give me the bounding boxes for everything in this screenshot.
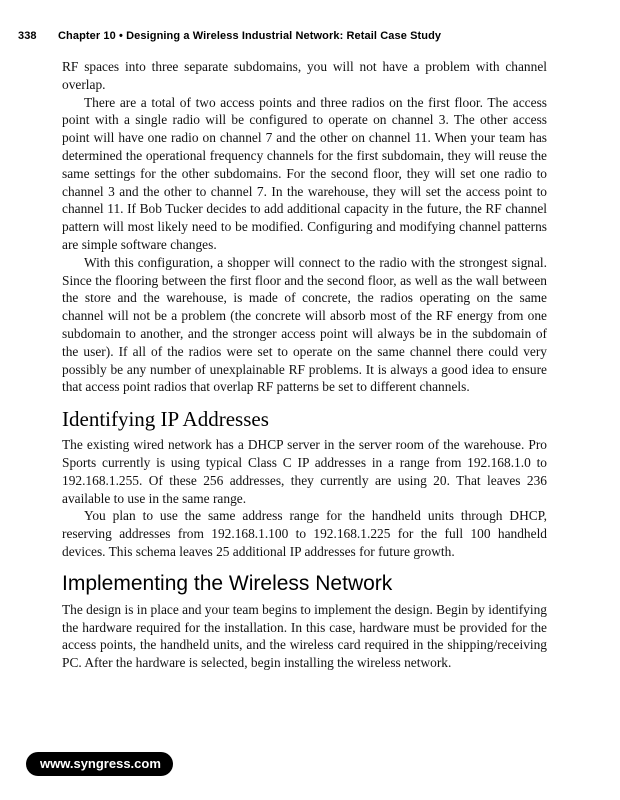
paragraph-address-range: You plan to use the same address range for the handheld units through DHCP, reserving addresses from 192.168.1.100 to 192.168.1.225 for the full 100 handheld devices. This schema leaves 25 additional IP addresses for future growth. [62, 508, 547, 559]
website-badge: www.syngress.com [26, 752, 173, 776]
paragraph-implementation: The design is in place and your team begins to implement the design. Begin by identifying the hardware required for the installation. In this case, hardware must be provided for the access points, the handheld units, and the wireless card required in the shipping/receiving PC. After the hardware is selected, begin installing the wireless network. [62, 601, 547, 671]
running-header [18, 30, 441, 42]
paragraph-continued: RF spaces into three separate subdomains, you will not have a problem with channel overlap. [62, 59, 547, 92]
page-body [62, 58, 547, 672]
page-number: 338 [18, 30, 37, 42]
paragraph-configuration: With this configuration, a shopper will connect to the radio with the strongest signal. Since the flooring between the first floor and the second floor, as well as the wall between the store and the warehouse, is made of concrete, the radios operating on the same channel will not be a problem (the concrete will absorb most of the RF energy from one subdomain to another, and the stronger access point will always be in the subdomain of the user). If all of the radios were set to operate on the same channel there could very possibly be any number of unexplainable RF problems. It is always a good idea to ensure that access point radios that overlap RF patterns be set to different channels. [62, 254, 547, 395]
section-heading-implementing: Implementing the Wireless Network [62, 571, 393, 595]
paragraph-channels: There are a total of two access points and three radios on the first floor. The access point with a single radio will be configured to operate on channel 3. The other access point will have one radio on channel 7 and the other on channel 11. When your team has determined the operational frequency channels for the first subdomain, they will reuse the same settings for the other subdomains. For the second floor, they will set one radio to channel 3 and the other to channel 7. In the warehouse, they will set the access point to channel 11. If Bob Tucker decides to add additional capacity in the future, the RF channel pattern will most likely need to be modified. Configuring and modifying channel patterns are simple software changes. [62, 94, 547, 252]
paragraph-dhcp: The existing wired network has a DHCP server in the server room of the warehouse. Pro Sports currently is using typical Class C IP addresses in a range from 192.168.1.0 to 192.168.1.255. Of these 256 addresses, they currently are using 20. That leaves 236 available to use in the same range. [62, 437, 547, 506]
section-heading-ip-addresses: Identifying IP Addresses [62, 407, 269, 432]
chapter-title: Chapter 10 • Designing a Wireless Industrial Network: Retail Case Study [58, 30, 442, 42]
